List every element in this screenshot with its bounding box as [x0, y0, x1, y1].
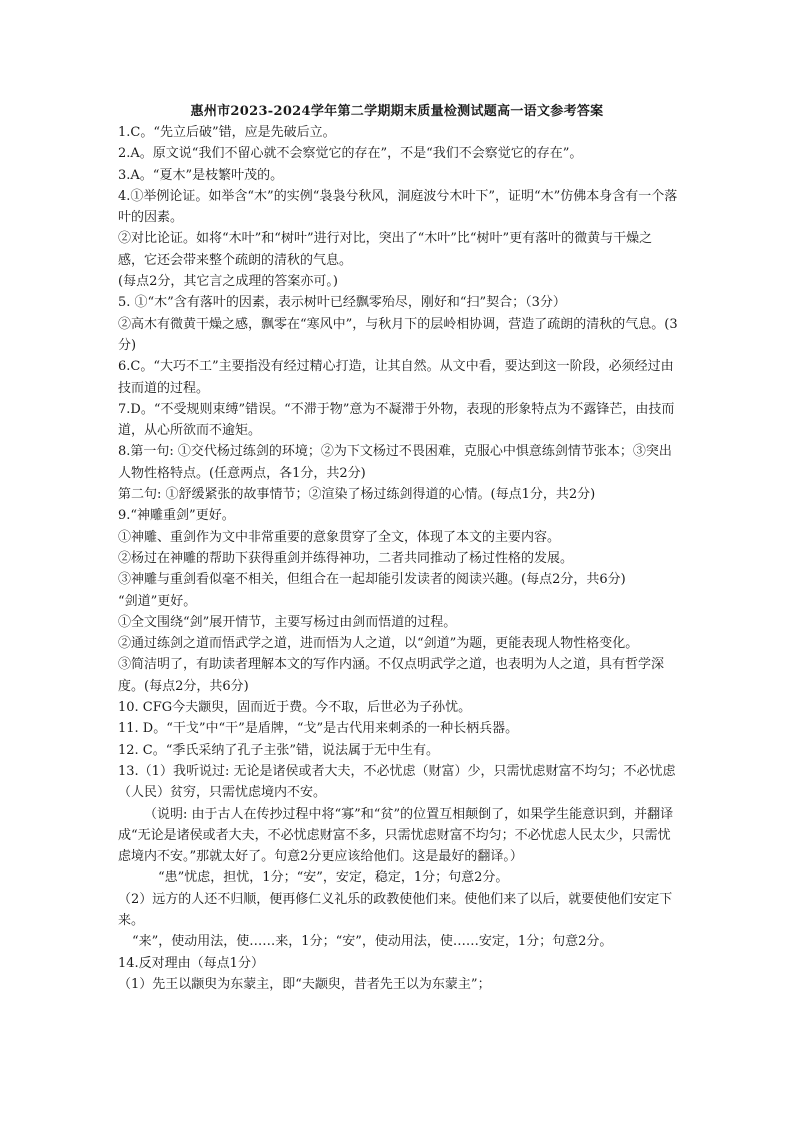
answer-line: 3.A。“夏木”是枝繁叶茂的。	[118, 167, 284, 183]
answer-line: ②高木有微黄干燥之感，飘零在“寒风中”，与秋月下的层岭相协调，营造了疏朗的清秋的气息。(3分)	[118, 316, 678, 353]
answer-line: 7.D。“不受规则束缚”错误。“不滞于物”意为不凝滞于外物，表现的形象特点为不露锋芒，由技而道，从心所欲而不逾矩。	[118, 401, 675, 439]
answer-line: 9.“神雕重剑”更好。	[118, 508, 235, 524]
answer-line: 10. CFG今夫颛臾，固而近于费。今不取，后世必为子孙忧。	[118, 700, 472, 716]
answer-line: （1）先王以颛臾为东蒙主，即“夫颛臾，昔者先王以为东蒙主”；	[118, 976, 491, 992]
answer-line: “患”忧虑，担忧，1分；“安”，安定，稳定，1分；句意2分。	[158, 870, 509, 886]
answer-line: 8.第一句: ①交代杨过练剑的环境；②为下文杨过不畏困难，克服心中惧意练剑情节张本；③突出人物性格特点。(任意两点，各1分，共2分)	[118, 444, 672, 481]
answer-line: ③神雕与重剑看似毫不相关，但组合在一起却能引发读者的阅读兴趣。(每点2分，共6分)	[118, 572, 626, 588]
answer-line: ②杨过在神雕的帮助下获得重剑并练得神功，二者共同推动了杨过性格的发展。	[118, 550, 574, 566]
answer-body	[118, 122, 678, 995]
answer-line: （说明: 由于古人在传抄过程中将“寡”和“贫”的位置互相颠倒了，如果学生能意识到，并翻译成“无论是诸侯或者大夫，不必忧虑财富不多，只需忧虑财富不均匀；不必忧虑人民太少，只需忧虑境内不安。”那就太好了。句意2分更应该给他们。这是最好的翻译。）	[118, 806, 674, 865]
answer-line: (每点2分，其它言之成理的答案亦可。)	[118, 274, 338, 290]
answer-line: 11. D。“干戈”中“干”是盾牌，“戈”是古代用来刺杀的一种长柄兵器。	[118, 721, 519, 737]
answer-line: 1.C。“先立后破”错，应是先破后立。	[118, 125, 336, 140]
answer-line: 5. ①“木”含有落叶的因素，表示树叶已经飘零殆尽，刚好和“扫”契合；（3分）	[118, 295, 566, 311]
answer-line: ①神雕、重剑作为文中非常重要的意象贯穿了全文，体现了本文的主要内容。	[118, 529, 561, 545]
document-title: 惠州市2023-2024学年第二学期期末质量检测试题高一语文参考答案	[190, 104, 604, 119]
answer-line: ②对比论证。如将“木叶”和“树叶”进行对比，突出了“木叶”比“树叶”更有落叶的微黄与干燥之感，它还会带来整个疏朗的清秋的气息。	[118, 231, 653, 268]
answer-line: “剑道”更好。	[118, 593, 197, 609]
answer-line: 13.（1）我听说过: 无论是诸侯或者大夫，不必忧虑（财富）少，只需忧虑财富不均匀；不必忧虑（人民）贫穷，只需忧虑境内不安。	[118, 763, 676, 801]
answer-line: 14.反对理由（每点1分）	[118, 955, 264, 971]
answer-line: ①全文围绕“剑”展开情节，主要写杨过由剑而悟道的过程。	[118, 614, 457, 630]
answer-line: 4.①举例论证。如举含“木”的实例“袅袅兮秋风，洞庭波兮木叶下”，证明“木”仿佛本身含有一个落叶的因素。	[118, 188, 678, 226]
answer-line: “来”，使动用法，使……来，1分；“安”，使动用法，使……安定，1分；句意2分。	[132, 934, 613, 950]
answer-line: （2）远方的人还不归顺，便再修仁义礼乐的政教使他们来。使他们来了以后，就要使他们安定下来。	[118, 891, 673, 928]
answer-line: 12. C。“季氏采纳了孔子主张”错，说法属于无中生有。	[118, 742, 440, 758]
answer-line: ②通过练剑之道而悟武学之道，进而悟为人之道，以“剑道”为题，更能表现人物性格变化。	[118, 636, 639, 652]
answer-line: ③简洁明了，有助读者理解本文的写作内涵。不仅点明武学之道，也表明为人之道，具有哲学深度。(每点2分，共6分)	[118, 657, 665, 694]
answer-line: 2.A。原文说“我们不留心就不会察觉它的存在”，不是“我们不会察觉它的存在”。	[118, 146, 583, 162]
answer-line: 6.C。“大巧不工”主要指没有经过精心打造，让其自然。从文中看，要达到这一阶段，必须经过由技而道的过程。	[118, 359, 674, 396]
answer-line: 第二句: ①舒缓紧张的故事情节；②渲染了杨过练剑得道的心情。(每点1分，共2分)	[118, 487, 596, 503]
